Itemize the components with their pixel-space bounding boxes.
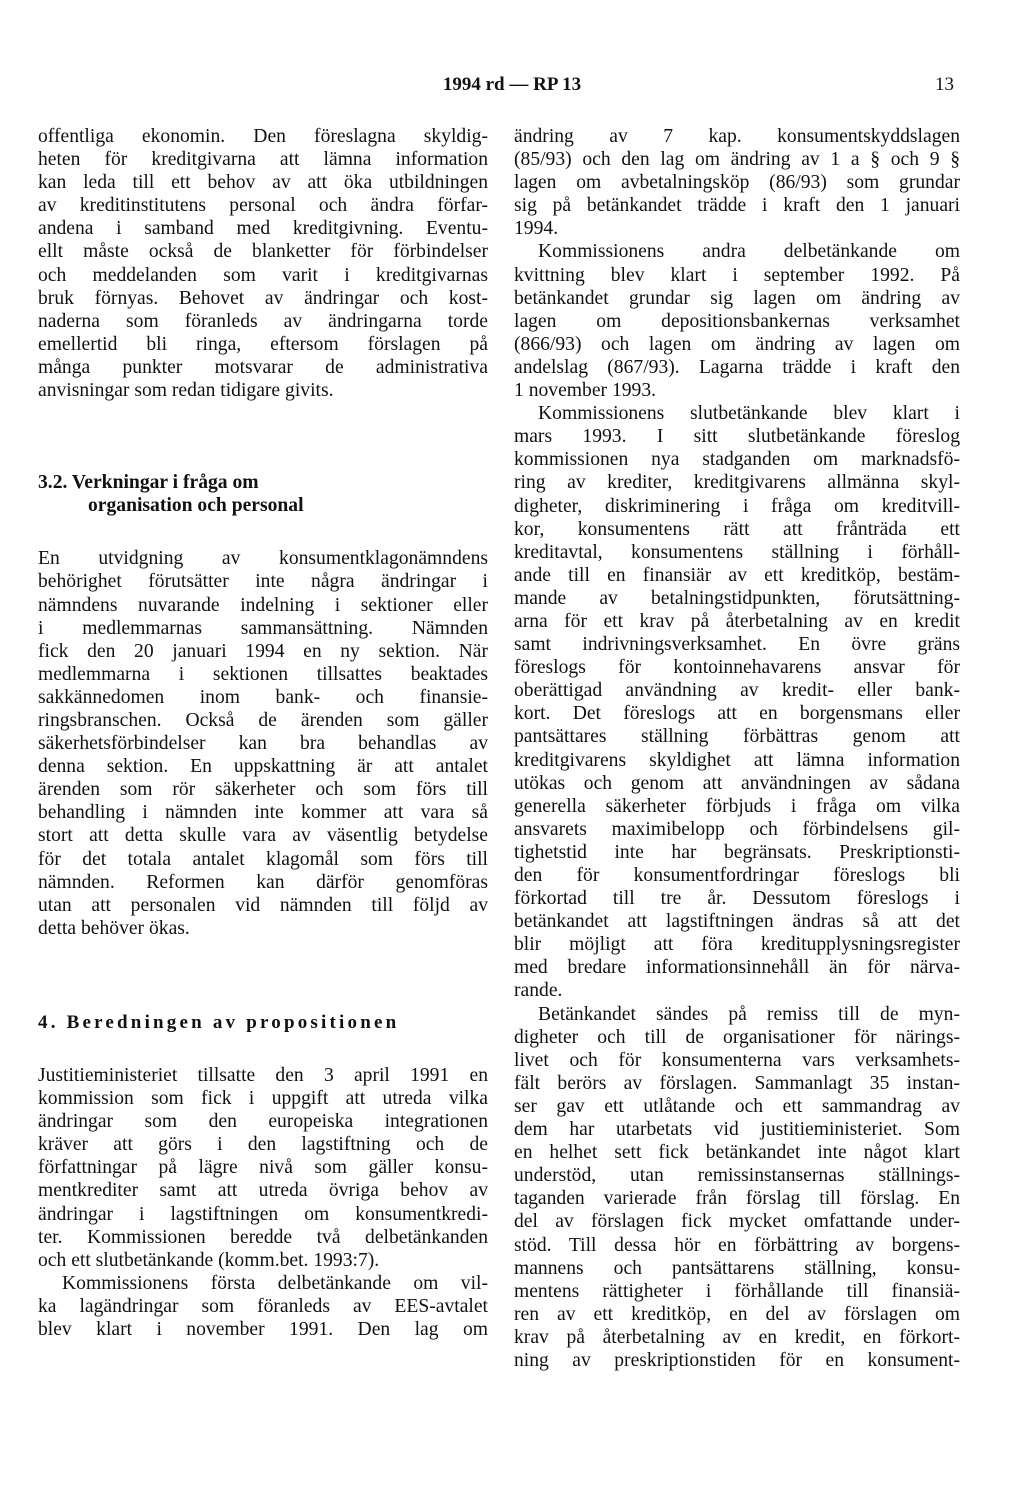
text-line: betänkandet att lagstiftningen ändras så att det [514, 911, 960, 933]
text-line: taganden varierade från förslag till förslag. En [514, 1188, 960, 1210]
text-line: heten för kreditgivarna att lämna information [38, 149, 488, 171]
text-line: behandling i nämnden inte kommer att vara så [38, 802, 488, 824]
paragraph-right-2 [514, 240, 960, 402]
text-line: kommissionen nya stadganden om marknadsfö- [514, 449, 960, 471]
section-heading-3-2-line2: organisation och personal [88, 495, 304, 517]
text-line: bruk förnyas. Behovet av ändringar och kost- [38, 287, 488, 309]
text-line: (85/93) och den lag om ändring av 1 a § och 9 § [514, 149, 960, 171]
text-line: mars 1993. I sitt slutbetänkande föreslog [514, 426, 960, 448]
text-line: mentens rättigheter i förhållande till finansiä- [514, 1280, 960, 1302]
text-line: ringsbranschen. Också de ärenden som gäller [38, 709, 488, 731]
text-line: ellt måste också de blanketter för förbindelser [38, 241, 488, 263]
text-line: för det totala antalet klagomål som förs till [38, 848, 488, 870]
text-line: nämnden. Reformen kan därför genomföras [38, 871, 488, 893]
text-line: 1 november 1993. [514, 380, 657, 402]
text-line: anvisningar som redan tidigare givits. [38, 380, 334, 402]
section-heading-3-2 [38, 471, 488, 517]
text-line: ändringar som den europeiska integrationen [38, 1111, 488, 1133]
text-line: (866/93) och lagen om ändring av lagen om [514, 333, 960, 355]
text-line: 1994. [514, 218, 559, 240]
text-line: Kommissionens första delbetänkande om vil- [62, 1272, 488, 1294]
text-line: digheter, diskriminering i fråga om kreditvill- [514, 495, 960, 517]
text-line: ändring av 7 kap. konsumentskyddslagen [514, 126, 960, 147]
text-line: krav på återbetalning av en kredit, en förkort- [514, 1326, 960, 1348]
text-line: med bredare informationsinnehåll än för närva- [514, 957, 960, 979]
text-line: ter. Kommissionen beredde två delbetänkanden [38, 1226, 488, 1248]
text-line: detta behöver ökas. [38, 917, 190, 939]
text-line: generella säkerheter förbjuds i fråga om vilka [514, 795, 960, 817]
text-line: pantsättares ställning förbättras genom att [514, 726, 960, 748]
text-line: och ett slutbetänkande (komm.bet. 1993:7). [38, 1249, 380, 1271]
text-line: emellertid bli ringa, eftersom förslagen på [38, 333, 488, 355]
text-line: förkortad till tre år. Dessutom föreslogs i [514, 888, 960, 910]
text-line: oberättigad användning av kredit- eller bank- [514, 680, 960, 702]
text-line: en helhet sett fick betänkandet inte något klart [514, 1142, 960, 1164]
text-line: understöd, utan remissinstansernas ställnings- [514, 1165, 960, 1187]
left-column [38, 125, 488, 1341]
page-header [0, 74, 1024, 104]
text-line: och meddelanden som varit i kreditgivarnas [38, 264, 488, 286]
text-line: ärenden som rör säkerheter och som förs till [38, 779, 488, 801]
text-line: Kommissionens slutbetänkande blev klart i [538, 403, 960, 425]
text-line: tighetstid inte har begränsats. Preskriptionsti- [514, 841, 960, 863]
text-line: behörighet förutsätter inte några ändringar i [38, 571, 488, 593]
text-line: kan leda till ett behov av att öka utbildningen [38, 172, 488, 194]
text-line: i medlemmarnas sammansättning. Nämnden [38, 617, 488, 639]
text-line: digheter och till de organisationer för närings- [514, 1026, 960, 1048]
text-line: Justitieministeriet tillsatte den 3 april 1991 en [38, 1065, 488, 1086]
text-line: Betänkandet sändes på remiss till de myn- [538, 1003, 960, 1025]
paragraph-right-3 [514, 402, 960, 1002]
text-line: författningar på lägre nivå som gäller konsu- [38, 1157, 488, 1179]
text-line: säkerhetsförbindelser kan bra behandlas av [38, 733, 488, 755]
paragraph-left-4 [38, 1272, 488, 1341]
text-line: medlemmarna i sektionen tillsattes beaktades [38, 663, 488, 685]
paragraph-left-1 [38, 125, 488, 402]
text-line: många punkter motsvarar de administrativa [38, 356, 488, 378]
text-line: ansvarets maximibelopp och förbindelsens gil- [514, 818, 960, 840]
text-line: Kommissionens andra delbetänkande om [538, 241, 960, 263]
text-line: den för konsumentfordringar föreslogs bli [514, 865, 960, 886]
section-heading-4: 4. Beredningen av propositionen [38, 1011, 400, 1033]
text-line: livet och för konsumenterna vars verksamhets- [514, 1049, 960, 1071]
text-line: ande till en finansiär av ett kreditköp, bestäm- [514, 564, 960, 586]
text-line: ka lagändringar som föranleds av EES-avtalet [38, 1295, 488, 1317]
text-line: utan att personalen vid nämnden till följd av [38, 894, 488, 916]
text-line: kreditgivarens skyldighet att lämna information [514, 749, 960, 771]
text-line: lagen om depositionsbankernas verksamhet [514, 310, 960, 332]
text-line: stöd. Till dessa hör en förbättring av borgens- [514, 1234, 960, 1256]
text-line: mannens och pantsättarens ställning, konsu- [514, 1257, 960, 1279]
text-line: andena i samband med kreditgivning. Eventu- [38, 218, 488, 240]
text-line: ändringar i lagstiftningen om konsumentkredi- [38, 1203, 488, 1225]
text-line: offentliga ekonomin. Den föreslagna skyldig- [38, 126, 488, 147]
text-line: dem har utarbetats vid justitieministeriet. Som [514, 1119, 960, 1141]
text-line: andelslag (867/93). Lagarna trädde i kraft den [514, 356, 960, 378]
text-line: av kreditinstitutens personal och ändra förfar- [38, 195, 488, 217]
text-line: blev klart i november 1991. Den lag om [38, 1319, 488, 1341]
page-number: 13 [935, 74, 954, 95]
text-line: kort. Det föreslogs att en borgensmans eller [514, 703, 960, 725]
running-title: 1994 rd — RP 13 [442, 74, 582, 95]
text-line: ning av preskriptionstiden för en konsument- [514, 1349, 960, 1371]
paragraph-left-3 [38, 1064, 488, 1272]
right-column [514, 125, 960, 1372]
text-line: nämndens nuvarande indelning i sektioner eller [38, 594, 488, 616]
text-line: blir möjligt att föra kreditupplysningsregister [514, 934, 960, 956]
text-line: arna för ett krav på återbetalning av en kredit [514, 610, 960, 632]
text-line: kreditavtal, konsumentens ställning i förhåll- [514, 541, 960, 563]
text-line: stort att detta skulle vara av väsentlig betydelse [38, 825, 488, 847]
text-line: ser gav ett utlåtande och ett sammandrag av [514, 1095, 960, 1117]
text-line: kor, konsumentens rätt att frånträda ett [514, 518, 960, 540]
text-line: kommission som fick i uppgift att utreda vilka [38, 1088, 488, 1110]
text-line: denna sektion. En uppskattning är att antalet [38, 756, 488, 778]
text-line: lagen om avbetalningsköp (86/93) som grundar [514, 172, 960, 194]
text-line: kräver att görs i den lagstiftning och de [38, 1134, 488, 1156]
text-line: fält berörs av förslagen. Sammanlagt 35 instan- [514, 1072, 960, 1094]
text-line: föreslogs för kontoinnehavarens ansvar för [514, 657, 960, 679]
paragraph-left-2 [38, 547, 488, 940]
text-line: ren av ett kreditköp, en del av förslagen om [514, 1303, 960, 1325]
paragraph-right-4 [514, 1003, 960, 1373]
text-line: betänkandet grundar sig lagen om ändring av [514, 287, 960, 309]
text-line: del av förslagen fick mycket omfattande under- [514, 1211, 960, 1233]
text-line: sakkännedomen inom bank- och finansie- [38, 686, 488, 708]
text-line: kvittning blev klart i september 1992. På [514, 264, 960, 286]
text-line: sig på betänkandet trädde i kraft den 1 januari [514, 195, 960, 217]
text-line: fick den 20 januari 1994 en ny sektion. När [38, 640, 488, 662]
text-line: mentkrediter samt att utreda övriga behov av [38, 1180, 488, 1202]
text-line: utökas och genom att användningen av sådana [514, 772, 960, 794]
text-line: samt indrivningsverksamhet. En övre gräns [514, 634, 960, 656]
text-line: rande. [514, 980, 563, 1002]
text-line: mande av betalningstidpunkten, förutsättning- [514, 587, 960, 609]
text-line: naderna som föranleds av ändringarna torde [38, 310, 488, 332]
text-line: ring av krediter, kreditgivarens allmänna skyl- [514, 472, 960, 494]
section-heading-3-2-line1: 3.2. Verkningar i fråga om [38, 472, 259, 494]
paragraph-right-1 [514, 125, 960, 240]
text-line: En utvidgning av konsumentklagonämndens [38, 548, 488, 570]
